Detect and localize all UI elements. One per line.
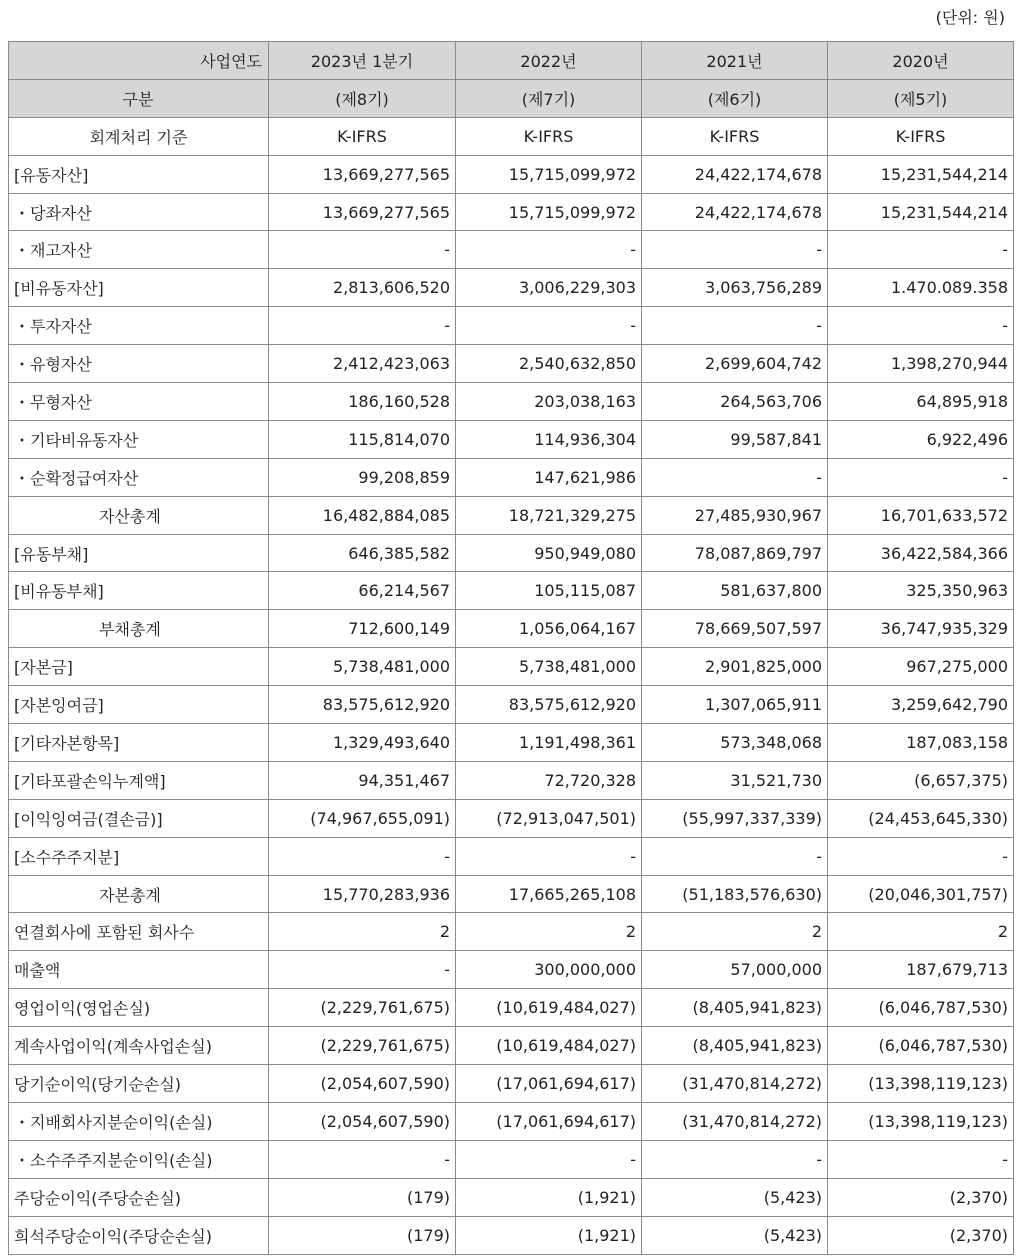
- row-value: (31,470,814,272): [642, 1065, 828, 1103]
- row-label: ・재고자산: [9, 231, 269, 269]
- row-value: 36,422,584,366: [828, 534, 1014, 572]
- table-row: [9, 420, 1014, 458]
- row-label: 자본총계: [9, 875, 269, 913]
- row-value: 16,482,884,085: [269, 496, 456, 534]
- row-value: (10,619,484,027): [456, 1027, 642, 1065]
- row-value: -: [269, 837, 456, 875]
- row-value: (8,405,941,823): [642, 989, 828, 1027]
- row-value: -: [642, 458, 828, 496]
- row-value: K-IFRS: [828, 117, 1014, 155]
- row-value: 581,637,800: [642, 572, 828, 610]
- row-value: 325,350,963: [828, 572, 1014, 610]
- unit-label: (단위: 원): [935, 8, 1005, 27]
- table-row: [9, 383, 1014, 421]
- table-row: [9, 1102, 1014, 1140]
- row-value: 66,214,567: [269, 572, 456, 610]
- row-value: (5,423): [642, 1216, 828, 1254]
- row-label: 부채총계: [9, 610, 269, 648]
- table-row: [9, 1065, 1014, 1103]
- row-value: (2,229,761,675): [269, 1027, 456, 1065]
- row-label: [유동자산]: [9, 155, 269, 193]
- row-value: 15,231,544,214: [828, 155, 1014, 193]
- row-value: 2,901,825,000: [642, 648, 828, 686]
- row-value: (179): [269, 1178, 456, 1216]
- row-value: 105,115,087: [456, 572, 642, 610]
- row-value: -: [456, 231, 642, 269]
- table-row: [9, 231, 1014, 269]
- row-value: 2,813,606,520: [269, 269, 456, 307]
- row-label: ・유형자산: [9, 345, 269, 383]
- row-label: 연결회사에 포함된 회사수: [9, 913, 269, 951]
- row-value: 2,540,632,850: [456, 345, 642, 383]
- row-value: -: [269, 951, 456, 989]
- table-row: [9, 155, 1014, 193]
- row-label: [자본잉여금]: [9, 686, 269, 724]
- row-value: (1,921): [456, 1178, 642, 1216]
- row-value: 3,259,642,790: [828, 686, 1014, 724]
- table-row: [9, 458, 1014, 496]
- row-label: ・무형자산: [9, 383, 269, 421]
- row-value: 3,006,229,303: [456, 269, 642, 307]
- row-label: ・소수주주지분순이익(손실): [9, 1140, 269, 1178]
- row-label: 매출액: [9, 951, 269, 989]
- table-row: [9, 534, 1014, 572]
- row-value: (72,913,047,501): [456, 799, 642, 837]
- row-label: [유동부채]: [9, 534, 269, 572]
- row-value: -: [269, 231, 456, 269]
- row-value: (1,921): [456, 1216, 642, 1254]
- row-value: 203,038,163: [456, 383, 642, 421]
- table-row: [9, 572, 1014, 610]
- row-label: ・순확정급여자산: [9, 458, 269, 496]
- row-value: 1,329,493,640: [269, 724, 456, 762]
- row-value: 72,720,328: [456, 761, 642, 799]
- row-label: 영업이익(영업손실): [9, 989, 269, 1027]
- row-label: [자본금]: [9, 648, 269, 686]
- row-label: ・당좌자산: [9, 193, 269, 231]
- table-row: [9, 1027, 1014, 1065]
- row-value: 2: [269, 913, 456, 951]
- header-year: 2023년 1분기: [269, 42, 456, 80]
- row-value: 13,669,277,565: [269, 193, 456, 231]
- table-row: [9, 913, 1014, 951]
- row-value: (5,423): [642, 1178, 828, 1216]
- row-value: 15,715,099,972: [456, 193, 642, 231]
- row-value: 99,587,841: [642, 420, 828, 458]
- row-value: 950,949,080: [456, 534, 642, 572]
- row-value: -: [642, 837, 828, 875]
- row-value: -: [269, 307, 456, 345]
- row-value: 1.470.089.358: [828, 269, 1014, 307]
- row-value: (55,997,337,339): [642, 799, 828, 837]
- row-label: 자산총계: [9, 496, 269, 534]
- row-value: 5,738,481,000: [456, 648, 642, 686]
- row-value: (20,046,301,757): [828, 875, 1014, 913]
- row-value: (51,183,576,630): [642, 875, 828, 913]
- table-row: [9, 307, 1014, 345]
- table-row: [9, 269, 1014, 307]
- row-value: 94,351,467: [269, 761, 456, 799]
- table-row: [9, 193, 1014, 231]
- row-value: 18,721,329,275: [456, 496, 642, 534]
- row-value: 2,412,423,063: [269, 345, 456, 383]
- row-value: (6,657,375): [828, 761, 1014, 799]
- row-value: 1,056,064,167: [456, 610, 642, 648]
- row-value: 3,063,756,289: [642, 269, 828, 307]
- row-label: 당기순이익(당기순손실): [9, 1065, 269, 1103]
- row-value: (2,370): [828, 1178, 1014, 1216]
- table-row: [9, 761, 1014, 799]
- row-value: 186,160,528: [269, 383, 456, 421]
- table-row: [9, 610, 1014, 648]
- row-value: (31,470,814,272): [642, 1102, 828, 1140]
- row-value: 36,747,935,329: [828, 610, 1014, 648]
- row-value: (6,046,787,530): [828, 1027, 1014, 1065]
- row-label: 회계처리 기준: [9, 117, 269, 155]
- row-value: (8,405,941,823): [642, 1027, 828, 1065]
- row-value: -: [642, 1140, 828, 1178]
- row-value: (10,619,484,027): [456, 989, 642, 1027]
- row-value: 187,083,158: [828, 724, 1014, 762]
- table-row: [9, 1140, 1014, 1178]
- row-label: 계속사업이익(계속사업손실): [9, 1027, 269, 1065]
- row-label: 희석주당순이익(주당순손실): [9, 1216, 269, 1254]
- row-value: -: [828, 307, 1014, 345]
- row-label: [기타포괄손익누계액]: [9, 761, 269, 799]
- row-value: (2,370): [828, 1216, 1014, 1254]
- table-row: [9, 875, 1014, 913]
- row-value: (17,061,694,617): [456, 1102, 642, 1140]
- row-value: 967,275,000: [828, 648, 1014, 686]
- financial-summary-table: [8, 41, 1014, 1255]
- table-row: [9, 989, 1014, 1027]
- row-value: -: [828, 837, 1014, 875]
- row-label: [기타자본항목]: [9, 724, 269, 762]
- row-label: [비유동자산]: [9, 269, 269, 307]
- row-value: (24,453,645,330): [828, 799, 1014, 837]
- row-label: [소수주주지분]: [9, 837, 269, 875]
- row-value: 646,385,582: [269, 534, 456, 572]
- row-value: 2: [456, 913, 642, 951]
- row-label: [비유동부채]: [9, 572, 269, 610]
- table-row: [9, 1178, 1014, 1216]
- header-period: (제8기): [269, 79, 456, 117]
- row-value: 78,669,507,597: [642, 610, 828, 648]
- table-row: [9, 799, 1014, 837]
- header-year: 2022년: [456, 42, 642, 80]
- row-label: ・기타비유동자산: [9, 420, 269, 458]
- row-value: (2,054,607,590): [269, 1102, 456, 1140]
- row-label: ・지배회사지분순이익(손실): [9, 1102, 269, 1140]
- row-value: 573,348,068: [642, 724, 828, 762]
- row-value: 147,621,986: [456, 458, 642, 496]
- row-value: -: [828, 1140, 1014, 1178]
- row-value: 300,000,000: [456, 951, 642, 989]
- row-value: 64,895,918: [828, 383, 1014, 421]
- row-value: 83,575,612,920: [269, 686, 456, 724]
- table-row: [9, 496, 1014, 534]
- row-value: 99,208,859: [269, 458, 456, 496]
- row-value: 15,770,283,936: [269, 875, 456, 913]
- row-value: K-IFRS: [642, 117, 828, 155]
- row-value: 31,521,730: [642, 761, 828, 799]
- row-value: -: [269, 1140, 456, 1178]
- row-value: 24,422,174,678: [642, 193, 828, 231]
- header-category-label: 구분: [9, 79, 269, 117]
- table-row: [9, 724, 1014, 762]
- table-row: [9, 117, 1014, 155]
- row-value: 57,000,000: [642, 951, 828, 989]
- header-year: 2020년: [828, 42, 1014, 80]
- row-value: 16,701,633,572: [828, 496, 1014, 534]
- row-value: -: [456, 1140, 642, 1178]
- row-value: 27,485,930,967: [642, 496, 828, 534]
- table-row: [9, 837, 1014, 875]
- row-value: 712,600,149: [269, 610, 456, 648]
- row-value: (6,046,787,530): [828, 989, 1014, 1027]
- header-year: 2021년: [642, 42, 828, 80]
- row-value: 114,936,304: [456, 420, 642, 458]
- row-value: (2,054,607,590): [269, 1065, 456, 1103]
- row-value: (2,229,761,675): [269, 989, 456, 1027]
- row-value: 13,669,277,565: [269, 155, 456, 193]
- row-value: 5,738,481,000: [269, 648, 456, 686]
- row-value: -: [642, 231, 828, 269]
- row-value: (74,967,655,091): [269, 799, 456, 837]
- table-row: [9, 951, 1014, 989]
- table-row: [9, 648, 1014, 686]
- row-value: 1,307,065,911: [642, 686, 828, 724]
- row-value: -: [456, 307, 642, 345]
- header-period: (제6기): [642, 79, 828, 117]
- header-period: (제5기): [828, 79, 1014, 117]
- row-label: [이익잉여금(결손금)]: [9, 799, 269, 837]
- row-value: 2: [642, 913, 828, 951]
- row-value: (17,061,694,617): [456, 1065, 642, 1103]
- table-row: [9, 686, 1014, 724]
- header-row-periods: [9, 79, 1014, 117]
- row-value: 17,665,265,108: [456, 875, 642, 913]
- header-row-years: [9, 42, 1014, 80]
- header-period: (제7기): [456, 79, 642, 117]
- row-value: -: [828, 231, 1014, 269]
- row-value: (179): [269, 1216, 456, 1254]
- table-row: [9, 1216, 1014, 1254]
- row-value: 264,563,706: [642, 383, 828, 421]
- row-value: -: [642, 307, 828, 345]
- row-value: K-IFRS: [269, 117, 456, 155]
- row-value: 1,398,270,944: [828, 345, 1014, 383]
- row-value: -: [828, 458, 1014, 496]
- header-fiscal-year-label: 사업연도: [9, 42, 269, 80]
- row-value: 83,575,612,920: [456, 686, 642, 724]
- row-value: 115,814,070: [269, 420, 456, 458]
- row-value: 15,231,544,214: [828, 193, 1014, 231]
- row-value: 2: [828, 913, 1014, 951]
- row-value: (13,398,119,123): [828, 1065, 1014, 1103]
- row-value: -: [456, 837, 642, 875]
- row-value: 187,679,713: [828, 951, 1014, 989]
- row-value: 1,191,498,361: [456, 724, 642, 762]
- row-value: 2,699,604,742: [642, 345, 828, 383]
- table-row: [9, 345, 1014, 383]
- row-value: (13,398,119,123): [828, 1102, 1014, 1140]
- row-value: 78,087,869,797: [642, 534, 828, 572]
- row-label: ・투자자산: [9, 307, 269, 345]
- row-value: K-IFRS: [456, 117, 642, 155]
- row-value: 6,922,496: [828, 420, 1014, 458]
- row-value: 24,422,174,678: [642, 155, 828, 193]
- row-value: 15,715,099,972: [456, 155, 642, 193]
- row-label: 주당순이익(주당순손실): [9, 1178, 269, 1216]
